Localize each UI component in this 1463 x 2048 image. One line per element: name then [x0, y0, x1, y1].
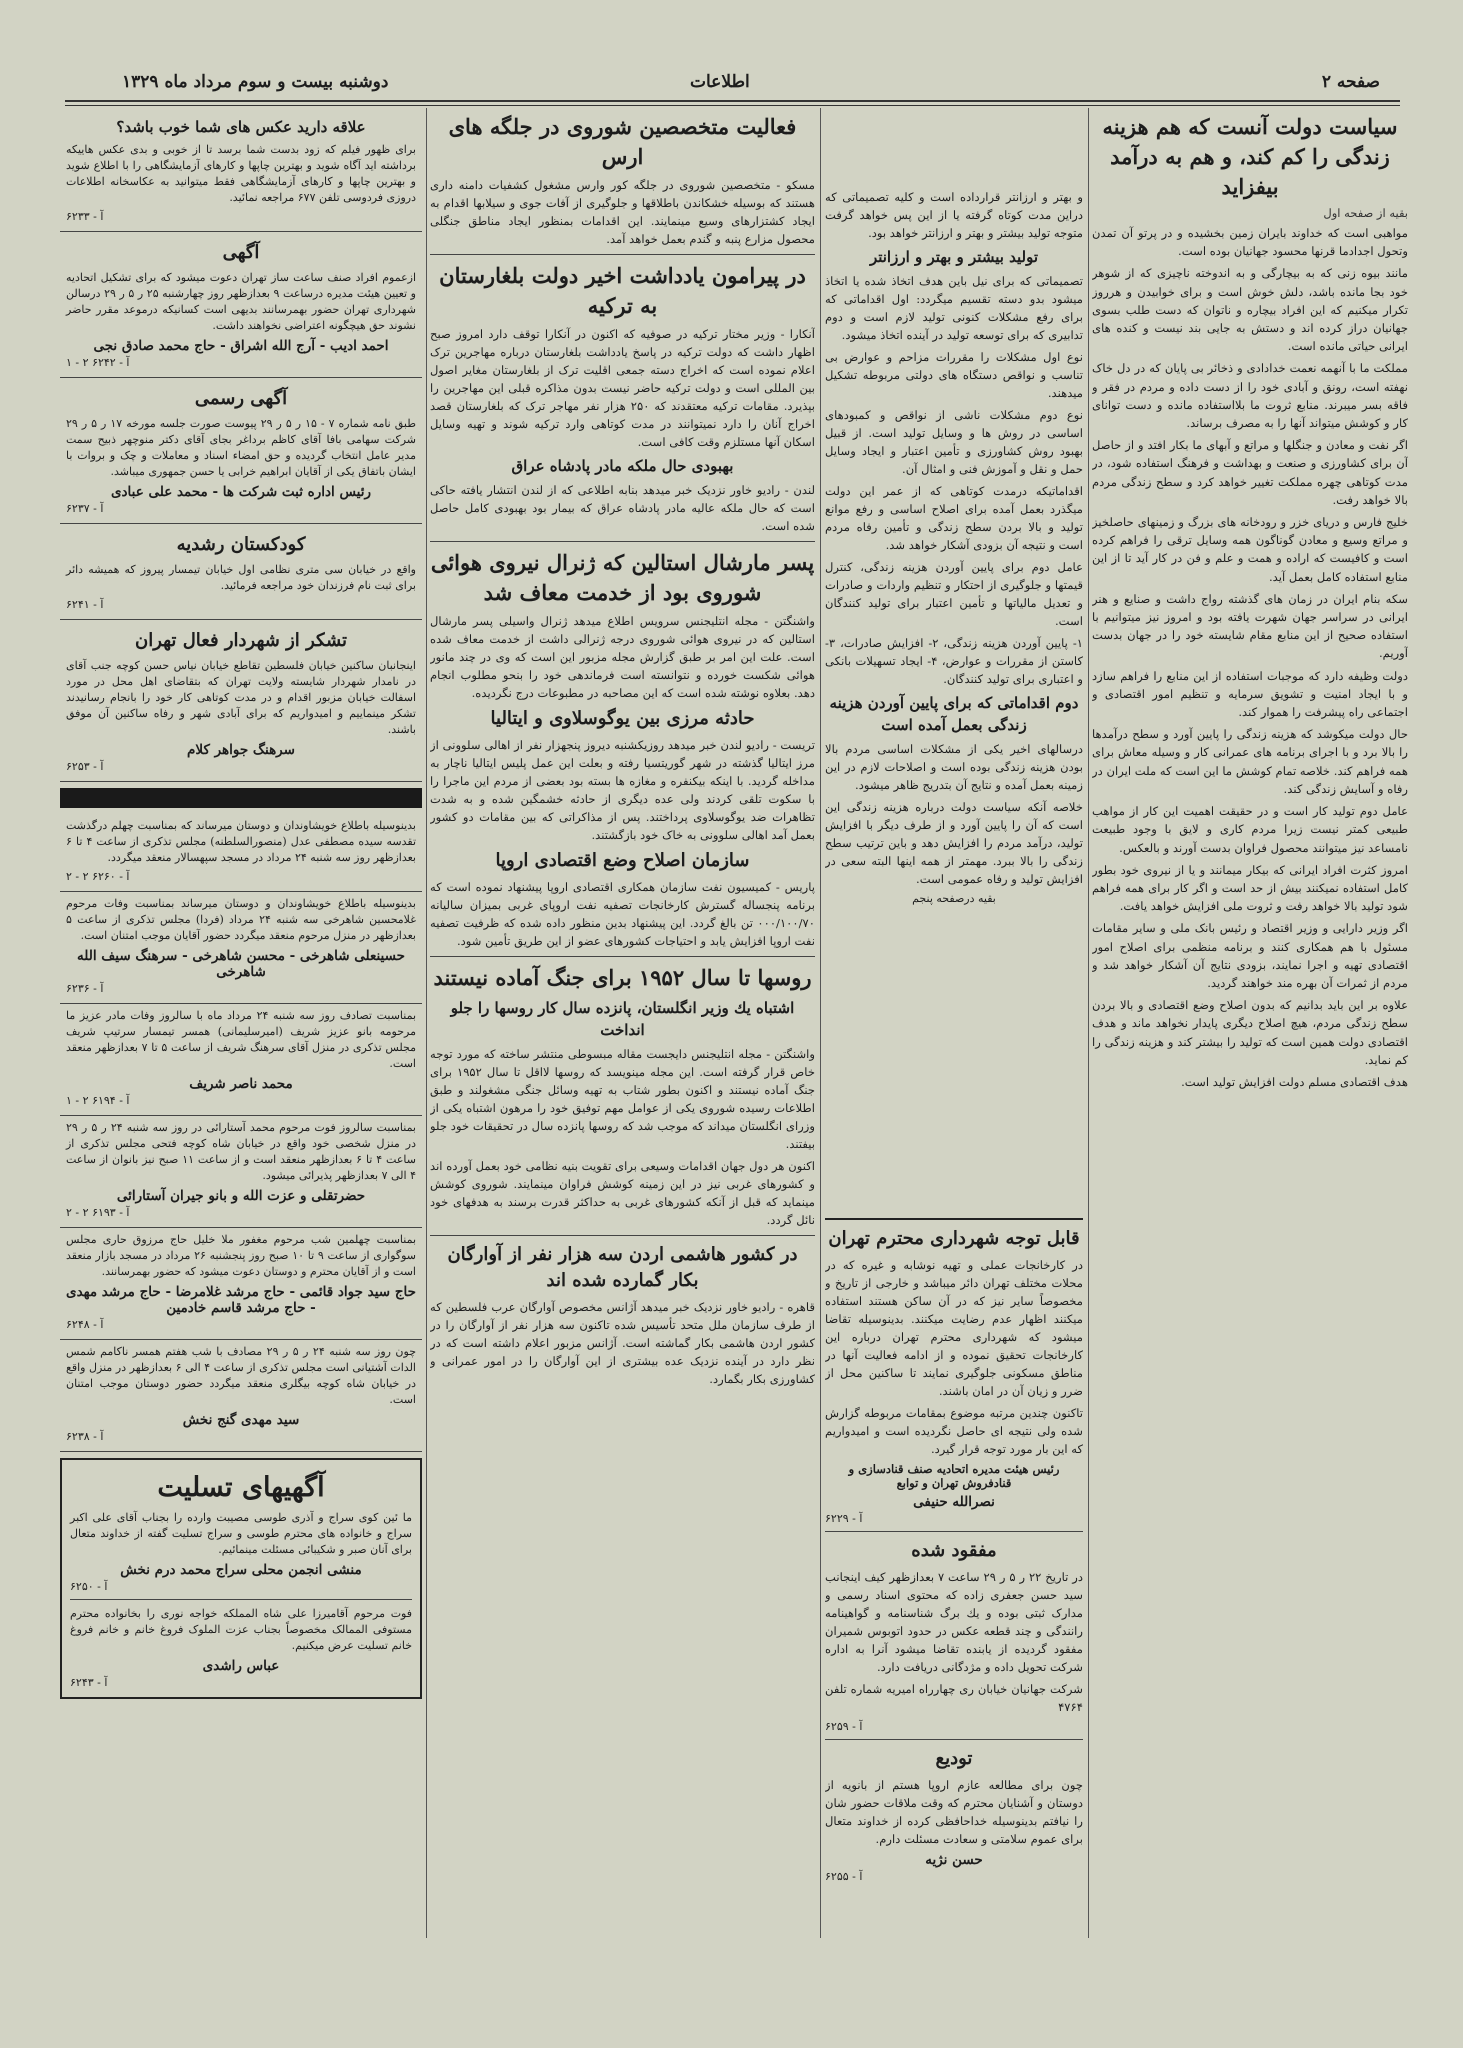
ad-number: آ - ۶۲۴۲ ۲ - ۱	[66, 356, 130, 369]
news-headline: حادثه مرزی بین یوگوسلاوی و ایتالیا	[490, 708, 755, 729]
notice-title: تودیع	[935, 1748, 973, 1769]
news-headline: سازمان اصلاح وضع اقتصادی اروپا	[495, 850, 750, 871]
ad-body: فوت مرحوم آقامیرزا علی شاه المملکه خواجه نوری را بخانواده محترم مستوفی الممالک مخصوصاً بجناب عزت الملوک فروغ خانم و خانم فروغ خانم تسلیت عرض میکنیم.	[70, 1607, 412, 1652]
ad-body: بمناسبت سالروز فوت مرحوم محمد آستارائی در روز سه شنبه ۲۴ ر ۵ ر ۲۹ در منزل شخصی خود واقع در خیابان شاه کوچه فتحی مجلس تذکری از ساعت ۴ تا ۶ بعدازظهر منعقد است و از ساعت ۱۱ صبح نیز بانوان از ساعت ۴ الی ۷ بعدازظهر پذیرائی میشود.	[66, 1121, 416, 1182]
news-paragraph: واشنگتن - مجله انتلیجنس دایجست مقاله مبسوطی منتشر ساخته که مورد توجه خاص قرار گرفته است. این مجله مینویسد که روسها لااقل تا سال ۱۹۵۲ برای جنگ آماده نیستند و اکنون بطور شتاب به تهیه وسائل جنگی مشغولند و طبق اطلاعات رسیده شوروی یکی از عوامل مهم توفیق خود را مرهون اشتباه یکی از وزرای انگلستان میداند که موجب شد که روسها پانزده سال در تحقیقات خود جلو بیفتند.	[430, 1047, 815, 1151]
article-paragraph: مواهبی است که خداوند بایران زمین بخشیده و در پرتو آن تمدن وتحول اجدادما قرنها محسود جهانیان بوده است.	[1092, 226, 1408, 259]
article-paragraph: اقداماتیکه درمدت کوتاهی که از عمر این دولت میگذرد بعمل آمده برای اصلاح اساسی و رفع موانع تولید و بالا بردن سطح زندگی و تأمین رفاه مردم است و نتیجه آن بزودی آشکار خواهد شد.	[825, 484, 1083, 552]
ad-body: چون روز سه شنبه ۲۴ ر ۵ ر ۲۹ مصادف با شب هفتم همسر ناکامم شمس الدات آشتیانی است مجلس تذکری از ساعت ۴ الی ۶ بعدازظهر در منزل واقع در خیابان شاه کوچه بیگلری منعقد میگردد حضور دوستان موجب امتنان است.	[66, 1345, 416, 1406]
ad-signature: عباس راشدی	[202, 1658, 280, 1674]
news-paragraph: مسکو - متخصصین شوروی در جلگه کور وارس مشغول کشفیات دامنه داری هستند که بوسیله خشکاندن باطلاقها و جلوگیری از آفات جوی و سیلابها اقدام به ایجاد کشتزارهای وسیع مینمایند. این اقدامات بمنظور ایجاد مناطق جنگلی محصول مزارع پنبه و گندم بعمل خواهد آمد.	[430, 178, 815, 246]
section-heading: دوم اقداماتی که برای پایین آوردن هزینه زندگی بعمل آمده است	[829, 694, 1079, 734]
ad-body: ازعموم افراد صنف ساعت ساز تهران دعوت میشود که برای تشکیل اتحادیه و تعیین هیئت مدیره درساعت ۹ بعدازظهر روز چهارشنبه ۲۵ ر ۵ ر ۲۹ درسالن شهرداری تهران حضور بهمرسانند بدیهی است کسانیکه درموعد مقرر حاضر نشوند حق هیچگونه اعتراضی نخواهند داشت.	[66, 271, 416, 332]
column-divider	[820, 108, 821, 1938]
news-paragraph: لندن - رادیو خاور نزدیک خبر میدهد بنابه اطلاعی که از لندن انتشار یافته حاکی است که حال ملکه عالیه مادر پادشاه عراق که بیمار بود بهبودی کامل حاصل شده است.	[430, 483, 815, 533]
newspaper-name: اطلاعات	[690, 72, 750, 92]
article-paragraph: دولت وظیفه دارد که موجبات استفاده از این منابع را فراهم سازد و با ایجاد امنیت و تشویق سرمایه و تنظیم امور اقتصادی و اجتماعی راه پیشرفت را هموار کند.	[1092, 668, 1408, 720]
ad-memorial	[60, 1116, 422, 1228]
article-paragraph: نوع اول مشکلات را مقررات مزاحم و عوارض بی تناسب و نواقص دستگاه های دولتی مربوطه تشکیل میدهند.	[825, 350, 1083, 400]
article-paragraph: و بهتر و ارزانتر قرارداده است و کلیه تصمیماتی که دراین مدت کوتاه گرفته یا از این پس خواهد گرفت متوجه تولید بیشتر و بهتر و ارزانتر خواهد بود.	[825, 190, 1083, 240]
notice-paragraph: شرکت جهانیان خیابان ری چهارراه امیریه شماره تلفن ۴۷۶۴	[825, 1682, 1083, 1714]
ad-number: آ - ۶۲۴۸	[66, 1318, 104, 1331]
ad-thanks-mayor	[60, 620, 422, 782]
article-paragraph: عامل دوم برای پایین آوردن هزینه زندگی، کنترل قیمتها و جلوگیری از احتکار و تنظیم واردات و صادرات و تعدیل مالیاتها و تأمین اعتبار برای تولید کنندگان است.	[825, 560, 1083, 628]
ad-body: بمناسبت تصادف روز سه شنبه ۲۴ مرداد ماه با سالروز وفات مادر عزیز ما مرحومه بانو عزیز شریف (امیرسلیمانی) همسر تیمسار سرتیپ شریف مجلس تذکری در منزل آقای سرهنگ شریف از ساعت ۵ تا ۷ بعدازظهر منعقد است.	[66, 1009, 417, 1070]
ad-number: آ - ۶۱۹۳ ۲ - ۲	[66, 1206, 130, 1219]
ad-signature: محمد ناصر شریف	[189, 1076, 293, 1092]
column-divider	[1088, 108, 1089, 1938]
article-paragraph: عامل دوم تولید کار است و در حقیقت اهمیت این کار از مواهب طبیعی کمتر نیست زیرا مردم کاری و لایق با وجود طبیعت نامساعد نیز میتوانند محصول فراوان بدست آورند و بالعکس.	[1092, 804, 1408, 855]
article-paragraph: سکه بنام ایران در زمان های گذشته رواج داشت و صنایع و هنر ایرانی در سراسر جهان شهرت یافته بود و امروز نیز میتوانیم با استفاده صحیح از این منابع مقام شایسته خود را در جهان بدست آوریم.	[1092, 591, 1408, 661]
news-subheadline: اشتباه یك وزیر انگلستان، پانزده سال کار روسها را جلو انداخت	[450, 999, 795, 1039]
ad-number: آ - ۶۲۶۰ ۲ - ۲	[66, 870, 130, 883]
ad-memorial	[60, 814, 422, 892]
news-paragraph: پاریس - کمیسیون نفت سازمان همکاری اقتصادی اروپا پیشنهاد نموده است که برنامه پنجساله گسترش کارخانجات تصفیه نفت اروپای غربی بمیزان سالیانه ۰۰۰/۱۰۰/۷۰ تن بالغ گردد. این پیشنهاد بدین منظور داده شده که ظرفیت تصفیه نفت اروپا افزایش یابد و احتیاجات کشورهای عضو از این طریق تأمین شود.	[430, 880, 815, 948]
news-headline: فعالیت متخصصین شوروی در جلگه های ارس	[448, 114, 797, 169]
article-paragraph: اگر وزیر دارایی و وزیر اقتصاد و رئیس بانک ملی و سایر مقامات مسئول با هم همکاری کنند و برنامه منظمی برای اصلاح امور اقتصادی تهیه و اجرا نمایند، بزودی نتایج آن آشکار خواهد شد و مردم از ثمرات آن بهره مند خواهند گردید.	[1092, 921, 1408, 990]
condolence-box	[60, 1458, 422, 1699]
ad-body: برای ظهور فیلم که زود بدست شما برسد تا از خوبی و بدی عکس هاییکه برداشته اید آگاه شوید و بهترین چاپها و کارهای آزمایشگاهی را با اطلاع شوید و بهترین چاپها و کارهای آزمایشگاهی فقط میتوانید به عکاسخانه اطلاعات دروزی فردوسی تلفن ۶۷۷ مراجعه نمائید.	[66, 143, 416, 204]
notice-title: قابل توجه شهرداری محترم تهران	[828, 1228, 1080, 1249]
notice-paragraph: در تاریخ ۲۲ ر ۵ ر ۲۹ ساعت ۷ بعدازظهر کیف اینجانب سید حسن جعفری زاده که محتوی اسناد رسمی و مدارک ثبتی بوده و یك برگ شناسنامه و گواهینامه رانندگی و چند قطعه عکس در حدود اتوبوس شمیران مفقود گردیده از یابنده تقاضا میشود آنرا به اداره شرکت تحویل داده و مژدگانی دریافت دارد.	[825, 1570, 1083, 1674]
article-paragraph: هدف اقتصادی مسلم دولت افزایش تولید است.	[1181, 1074, 1408, 1089]
ad-body: اینجانبان ساکنین خیابان فلسطین تقاطع خیابان نیاس حسن کوچه جنب آقای در نامدار شهردار شایسته ولایت تهران که بتقاضای اهل محل در مورد اسفالت خیابان مزبور اقدام و در مدت کوتاهی کار خود را بانجام رسانیدند تشکر مینماییم و امیدواریم که برای آبادی شهر و رفاه ساکنین آن موفق باشند.	[66, 659, 416, 736]
ad-memorial	[60, 1228, 422, 1340]
masthead	[70, 62, 1400, 100]
divider	[430, 1235, 815, 1236]
black-divider-bar	[60, 788, 422, 808]
article-paragraph: حال دولت میکوشد که هزینه زندگی را پایین آورد و سطح درآمدها را بالا برد و با اجرای برنامه های عمرانی کار و وسیله معاش برای همه فراهم کند. خلاصه تمام کوشش ما این است که ملت ایران در رفاه و آسایش زندگی کند.	[1092, 727, 1408, 796]
ad-body: طبق نامه شماره ۷ - ۱۵ ر ۵ ر ۲۹ پیوست صورت جلسه مورخه ۱۷ ر ۵ ر ۲۹ شرکت سهامی بافا آقای کاظم برداغر بجای آقای دکتر منوچهر ذبیح سمت مدیر عامل انتخاب گردیده و حق امضاء اسناد و معاملات و چک و بروات با ایشان باتفاق یکی از آقایان ابراهیم خرابی یا حسن جمهوری میباشد.	[66, 417, 416, 478]
continued-from: بقیه از صفحه اول	[1323, 206, 1408, 220]
ad-number: آ - ۶۱۹۴ ۲ - ۱	[66, 1094, 130, 1107]
news-paragraph: واشنگتن - مجله انتلیجنس سرویس اطلاع میدهد ژنرال واسیلی پسر مارشال استالین که در نیروی هوائی شوروی درجه ژنرالی داشت از خدمت معاف شده است. علت این امر بر طبق گزارش مجله مزبور این است که وی در چند مانور هوائی شکست خورده و نتوانسته است فرماندهی خود را بنحو مطلوب انجام دهد. بعلاوه نوشته شده است که این مصاحبه در مطبوعات درج نگردیده.	[430, 614, 815, 700]
ad-body: واقع در خیابان سی متری نظامی اول خیابان تیمسار پیروز که همیشه دائر برای ثبت نام فرزندان خود مراجعه فرمائید.	[66, 563, 416, 592]
notice-paragraph: تاکنون چندین مرتبه موضوع بمقامات مربوطه گزارش شده ولی نتیجه ای حاصل نگردیده است و امیدواریم که این بار مورد توجه قرار گیرد.	[825, 1406, 1083, 1456]
ad-title: کودکستان رشدیه	[176, 534, 306, 555]
news-paragraph: آنکارا - وزیر مختار ترکیه در صوفیه که اکنون در آنکارا توقف دارد امروز صبح اظهار داشت که دولت ترکیه در پاسخ یادداشت بلغارستان درباره مهاجرین ترک اعلام نموده است که اخراج دسته جمعی اقلیت ترک از بلغارستان مغایر اصول بین المللی است و دولت ترکیه حاضر نیست بدون مذاکره قبلی این مهاجرین را بپذیرد. مقامات ترکیه معتقدند که ۲۵۰ هزار نفر مهاجر ترک که بلغارستان قصد اخراج آنان را دارد نمیتوانند در مدت کوتاهی وارد ترکیه شوند و تهیه وسایل اسکان آنها مستلزم وقت کافی است.	[430, 327, 815, 449]
notice-paragraph: چون برای مطالعه عازم اروپا هستم از بانویه از دوستان و آشنایان محترم که وقت ملاقات حضور شان را نیافتم بدینوسیله خداحافظی کرده از خداوند متعال برای عموم سلامتی و سعادت مسئلت دارم.	[825, 1778, 1083, 1846]
column-classifieds	[60, 108, 422, 1938]
article-paragraph: امروز کثرت افراد ایرانی که بیکار میمانند و یا از نیروی خود بطور کامل استفاده نمیکنند بیش از حد است و اگر کار برای همه فراهم شود تولید بالا خواهد رفت و ثروت ملی افزایش خواهد یافت.	[1092, 862, 1408, 914]
ad-number: آ - ۶۲۴۳	[70, 1676, 108, 1689]
ad-number: آ - ۶۲۵۳	[66, 760, 104, 773]
divider	[825, 1739, 1083, 1740]
continued-note: بقیه درصفحه پنجم	[912, 892, 996, 905]
ad-signature: سرهنگ جواهر کلام	[187, 742, 295, 758]
article-paragraph: تصمیماتی که برای نیل باین هدف اتخاذ شده یا اتخاذ میشود بدو دسته تقسیم میگردد: اول اقداماتی که برای رفع مشکلات کنونی تولید لازم است و دوم تدابیری که برای توسعه تولید در آینده اتخاذ میشود.	[825, 274, 1083, 342]
ad-title: تشکر از شهردار فعال تهران	[134, 630, 348, 651]
ad-body: ما ئین کوی سراج و آذری طوسی مصیبت وارده را بجناب آقای علی اکبر سراج و خانواده های محترم طوسی و سراج تسلیت گفته از خداوند متعال برای آنان صبر و شکیبائی مسئلت مینمائیم.	[70, 1511, 412, 1556]
ad-signature: سید مهدی گنج نخش	[182, 1412, 300, 1428]
ad-kindergarten	[60, 524, 422, 620]
news-headline: پسر مارشال استالین که ژنرال نیروی هوائی شوروی بود از خدمت معاف شد	[430, 550, 815, 605]
news-paragraph: قاهره - رادیو خاور نزدیک خبر میدهد آژانس مخصوص آوارگان عرب فلسطین که از طرف سازمان ملل متحد تأسیس شده تاکنون سه هزار نفر از آوارگان را در کشور اردن هاشمی بکار گماشته است. آژانس مزبور اعلام داشته است که در نظر دارد در آینده نزدیک عده بیشتری از این آوارگان را در امور عمرانی و کشاورزی بکار بگمارد.	[430, 1300, 815, 1386]
ad-signature: حاج سید جواد قائمی - حاج مرشد غلامرضا - حاج مرشد مهدی - حاج مرشد قاسم خادمین	[66, 1284, 416, 1316]
ad-signature: حضرتقلی و عزت الله و بانو جیران آستارائی	[116, 1188, 366, 1204]
column-economic-policy	[1092, 108, 1408, 1938]
ad-number: آ - ۶۲۵۹	[825, 1720, 863, 1733]
ad-signature: رئیس اداره ثبت شرکت ها - محمد علی عبادی	[110, 484, 372, 500]
ad-number: آ - ۶۲۵۵	[825, 1870, 863, 1883]
article-paragraph: مملکت ما با آنهمه نعمت خدادادی و ذخائر بی پایان که در دل خاک نهفته است، رونق و آبادی خود را از دست داده و مردم در فقر و فاقه بسر میبرند. منابع ثروت ما بلااستفاده مانده و دست توانای کار و کوشش میتواند آنها را به مصرف برساند.	[1092, 361, 1408, 431]
news-paragraph: اکنون هر دول جهان اقدامات وسیعی برای تقویت بنیه نظامی خود بعمل آورده اند و کشورهای غربی نیز در این زمینه کوشش فراوان مینمایند. شوروی کوشش مینماید که قبل از آنکه کشورهای غربی به حداکثر قدرت برسند به هدفهای خود نائل گردد.	[430, 1159, 815, 1227]
article-list: ۱- پایین آوردن هزینه زندگی، ۲- افزایش صادرات، ۳- کاستن از مقررات و عوارض، ۴- ایجاد تسهیلات بانکی و اعتباری برای تولید کنندگان.	[825, 636, 1083, 686]
divider	[825, 1218, 1083, 1220]
ad-number: آ - ۶۲۴۱	[66, 598, 104, 611]
notice-signature: نصرالله حنیفی	[913, 1494, 995, 1510]
ad-number: آ - ۶۲۳۸	[66, 1430, 104, 1443]
column-divider	[426, 108, 427, 1938]
ad-memorial	[60, 1004, 422, 1116]
notices-block	[825, 1212, 1083, 1972]
ad-number: آ - ۶۲۳۶	[66, 982, 104, 995]
ad-signature: حسینعلی شاهرخی - محسن شاهرخی - سرهنگ سیف الله شاهرخی	[77, 948, 405, 980]
divider	[430, 541, 815, 542]
news-headline: بهبودی حال ملکه مادر پادشاه عراق	[511, 457, 734, 475]
ad-number: آ - ۶۲۳۳	[66, 210, 104, 223]
news-headline: روسها تا سال ۱۹۵۲ برای جنگ آماده نیستند	[433, 965, 812, 990]
news-headline: در کشور هاشمی اردن سه هزار نفر از آوارگان بکار گمارده شده اند	[447, 1244, 798, 1291]
ad-memorial	[60, 892, 422, 1004]
ad-title: علاقه دارید عکس های شما خوب باشد؟	[116, 118, 366, 136]
notice-title: مفقود شده	[911, 1540, 997, 1561]
article-paragraph: علاوه بر این باید بدانیم که بدون اصلاح وضع اقتصادی و بالا بردن سطح زندگی مردم، هیچ اصلاح دیگری پایدار نخواهد ماند و هدف اقتصادی دولت همین است که تولید را بیشتر کند و هزینه زندگی را کم نماید.	[1092, 998, 1408, 1067]
ad-photo-studio	[60, 108, 422, 232]
news-headline: در پیرامون یادداشت اخیر دولت بلغارستان به ترکیه	[439, 263, 806, 318]
ad-official	[60, 378, 422, 524]
ad-title: آگهی رسمی	[194, 388, 288, 409]
condolence-title: آگهیهای تسلیت	[157, 1472, 325, 1503]
ad-number: آ - ۶۲۵۰	[70, 1580, 108, 1593]
issue-date: دوشنبه بیست و سوم مرداد ماه ۱۳۲۹	[122, 72, 389, 92]
main-headline: سیاست دولت آنست که هم هزینه زندگی را کم کند، و هم به درآمد بیفزاید	[1102, 114, 1398, 199]
ad-watchmakers	[60, 232, 422, 378]
ad-number: آ - ۶۲۲۹	[825, 1512, 863, 1525]
notice-paragraph: در کارخانجات عملی و تهیه نوشابه و غیره که در محلات مختلف تهران دائر میباشد و خارجی از تاریخ و مخصوصاً سایر نیز که در آن ساکن هستند استفاده میکنند اظهار عدم رضایت میکنند. بدینوسیله تقاضا میشود که شهرداری محترم تهران درباره این کارخانجات تحقیق نموده و از ادامه فعالیت آنها در مناطق مسکونی جلوگیری نمایند تا ساکنین محل از ضرر و زیان آن در امان باشند.	[825, 1258, 1083, 1398]
ad-title: آگهی	[222, 242, 260, 263]
ad-body: بمناسبت چهلمین شب مرحوم مغفور ملا خلیل حاج مرزوق حاری مجلس سوگواری از ساعت ۹ تا ۱۰ صبح روز پنجشنبه ۲۶ مرداد در مسجد بازار منعقد است و از آقایان محترم و دوستان دعوت میشود که حضور بهمرسانند.	[66, 1233, 417, 1278]
article-paragraph: اگر نفت و معادن و جنگلها و مراتع و آبهای ما بکار افتد و از حاصل آن برای کشاورزی و صنعت و بهداشت و فرهنگ استفاده شود، در مدت کوتاهی چهره مملکت تغییر خواهد کرد و سطح زندگی مردم بالا خواهد رفت.	[1092, 438, 1408, 507]
divider	[430, 956, 815, 957]
ad-number: آ - ۶۲۳۷	[66, 502, 104, 515]
masthead-rule	[65, 100, 1400, 106]
ad-signature: منشی انجمن محلی سراج محمد درم نخش	[120, 1562, 362, 1578]
divider	[825, 1531, 1083, 1532]
notice-signature: رئیس هیئت مدیره اتحادیه صنف قنادسازی و قنادفروش تهران و توابع	[848, 1462, 1060, 1490]
article-paragraph: خلیج فارس و دریای خزر و رودخانه های بزرگ و زمینهای حاصلخیز و مراتع وسیع و معادن گوناگون همه وسایل ترقی را فراهم کرده است و کافیست که اراده و همت و علم و فن در کار آید تا از این منابع استفاده کامل بعمل آید.	[1092, 515, 1408, 584]
section-heading: تولید بیشتر و بهتر و ارزانتر	[869, 248, 1039, 266]
article-paragraph: خلاصه آنکه سیاست دولت درباره هزینه زندگی این است که آن را پایین آورد و از طرف دیگر با افزایش تولید، درآمد مردم را افزایش دهد و باین ترتیب سطح زندگی را بالا ببرد. مهمتر از همه اینها البته سعی در افزایش تولید و رفاه عمومی است.	[825, 800, 1083, 886]
ad-body: بدینوسیله باطلاع خویشاوندان و دوستان میرساند که بمناسبت چهلم درگذشت تقدسه سیده مصطفی عدل (منصورالسلطنه) مجلس تذکری از ساعت ۴ تا ۶ بعدازظهر روز سه شنبه ۲۴ مرداد در مسجد سپهسالار منعقد میگردد.	[66, 819, 417, 864]
divider	[70, 1599, 412, 1600]
article-paragraph: درسالهای اخیر یکی از مشکلات اساسی مردم بالا بودن هزینه زندگی بوده است و اصلاحات لازم در این زمینه بعمل آمده و نتایج آن بتدریج ظاهر میشود.	[825, 742, 1083, 792]
notice-signature: حسن نژیه	[925, 1852, 983, 1868]
ad-memorial	[60, 1340, 422, 1452]
ad-body: بدینوسیله باطلاع خویشاوندان و دوستان میرساند بمناسبت وفات مرحوم غلامحسین شاهرخی سه شنبه ۲۴ مرداد (فردا) مجلس تذکری از ساعت ۵ بعدازظهر در منزل مرحوم منعقد میگردد حضور آقایان موجب امتنان است.	[66, 897, 416, 942]
ad-signature: احمد ادیب - آرج الله اشراق - حاج محمد صادق نجی	[93, 338, 389, 354]
article-paragraph: مانند بیوه زنی که به بیچارگی و به اندوخته ناچیزی که از شوهر خود بجا مانده باشد، دلش خوش است و برای خوابیدن و هرروز تکرار میکنیم که این افراد بیچاره و ناتوان که دست طلب بسوی جهانیان دراز کرده اند و دستش به جایی بند نیست و کنده های ایرانی حیاتی مانده است.	[1092, 266, 1408, 354]
article-paragraph: نوع دوم مشکلات ناشی از نواقص و کمبودهای اساسی در روش ها و وسایل تولید است. از قبیل بهبود روش کشاورزی و تأمین اعتبار و ایجاد وسایل حمل و نقل و آموزش فنی و امثال آن.	[825, 408, 1083, 476]
page-number: صفحه ۲	[1321, 72, 1380, 92]
column-foreign-news	[430, 108, 815, 1938]
divider	[430, 254, 815, 255]
news-paragraph: تریست - رادیو لندن خبر میدهد روزیکشنبه دیروز پنجهزار نفر از اهالی سلوونی از مرز ایتالیا گذشته در شهر گوریتسیا رفته و بعلت این عمل پلیس ایتالیا ناچار به مداخله گردید. با اینکه بیکنفره و مغازه ها بسته بود بعضی از مردم این ماجرا را با سکوت تلقی کردند ولی عده دیگری از حادثه خشمگین شده و به شدت تظاهرات ضد یوگوسلاوی پرداختند. پس از مذاکراتی که بین مقامات دو کشور بعمل آمد اهالی سلوونی به خاک خود بازگشتند.	[430, 738, 815, 842]
